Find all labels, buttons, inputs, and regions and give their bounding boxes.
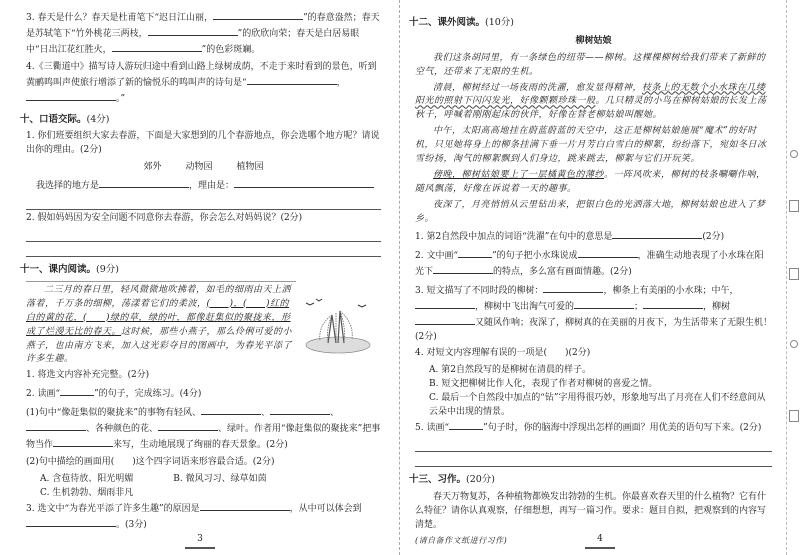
passage-text: 二三月的春日里，轻风微微地吹拂着，如毛的细雨由天上洒落着，千万条的细柳，荡漾着它们的柔波，( )，( )红的白的黄的花，( )绿的草，绿的叶，都像赶集似的聚拢来，形成了烂漫无比的春天。这时候，那些小燕子，那么伶俐可爱的小燕子，也由南方飞来，加入这光彩夺目的图画中，为春光平添了许多生趣。 [26, 284, 293, 365]
option-a[interactable]: A. 含苞待放、阳光明媚 [40, 474, 134, 484]
blank[interactable] [53, 437, 113, 447]
blank[interactable] [433, 264, 493, 274]
page-number: 3 [185, 533, 215, 549]
question-10-2: 2. 假如妈妈因为安全问题不同意你去春游，你会怎么对妈妈说？(2分) [26, 213, 303, 224]
answer-line[interactable] [26, 197, 381, 210]
question-12-5: 5. 读画“ ”句子时，你的脑海中浮现出怎样的画面？用优美的语句写下来。(2分) [415, 420, 772, 436]
blank[interactable] [247, 75, 337, 85]
blank[interactable] [234, 178, 374, 188]
answer-line[interactable] [26, 244, 381, 257]
options [26, 473, 381, 501]
section-12-heading: 十二、课外阅读。(10分) [409, 17, 515, 28]
blank[interactable] [200, 501, 290, 511]
page-number: 4 [585, 533, 615, 549]
question-12-2: 2. 文中画“ ”的句子把小水珠说成 ，准确生动地表现了小水珠在阳光下 的特点，多么富有画面情趣。(2分) [415, 248, 772, 280]
question-11-3: 3. 选文中“为春光平添了许多生趣”的原因是 ，从中可以体会到。(3分) [26, 501, 381, 533]
option-b[interactable]: B. 微风习习、绿草如茵 [173, 474, 267, 484]
question-12-1: 1. 第2自然段中加点的词语“洗濯”在句中的意思是 (2分) [415, 229, 772, 245]
place-option: 动物园 [185, 162, 213, 173]
question-11-2-2: (2)句中描绘的画面用( )这个四字词语来形容最合适。(2分) [26, 457, 275, 468]
blank[interactable] [415, 315, 475, 325]
section-13-heading: 十三、习作。(20分) [409, 474, 496, 486]
question-11-2-1: (1)句中“像赶集似的聚拢来”的事物有轻风、 、 、、各种颜色的花、 、绿叶。作者用“像赶集似的聚拢来”把事物当作 来写，生动地展现了绚丽的春天景象。(2分) [26, 405, 381, 453]
place-option: 植物园 [236, 162, 264, 173]
blank[interactable] [578, 248, 638, 258]
writing-note: (请自备作文纸进行习作) [415, 535, 508, 545]
place-options [26, 161, 381, 175]
question-10-1: 1. 你们班要组织大家去春游，下面是大家想到的几个春游地点，你会选哪个地方呢？请说出你的理由。(2分) [26, 131, 380, 156]
blank[interactable] [574, 299, 634, 309]
blank[interactable] [26, 517, 116, 527]
blank [449, 420, 483, 430]
section-11-heading: 十一、课内阅读。(9分) [20, 264, 119, 276]
question-11-2: 2. 读画“ ”的句子，完成练习。(4分) [26, 386, 381, 402]
paragraph-5: 夜深了，月亮悄悄从云里钻出来，把银白色的光洒落大地，柳树姑娘也进入了梦乡。 [415, 200, 766, 224]
option-c[interactable]: C. 生机勃勃、烟雨非凡 [40, 487, 134, 498]
blank[interactable] [26, 421, 86, 431]
option-a[interactable]: A. 第2自然段写的是柳树在清晨的样子。 [429, 365, 591, 376]
paragraph-3: 中午，太阳高高地挂在蔚蓝蔚蓝的天空中，这正是柳树姑娘施展“魔术”的好时机，只见她将身上的柳条挂满下垂一片月芳白白雪白的柳絮，纷纷落下，宛如冬日冰雪纷扬，淘气的柳絮飘到人们身边，跳来跳去，柳絮与它们开玩笑。 [415, 126, 767, 165]
willow-illustration [298, 295, 378, 355]
blank[interactable] [643, 299, 703, 309]
writing-prompt: 春天万物复苏，各种植物都焕发出勃勃的生机。你最喜欢春天里的什么植物？它有什么特征？请你认真观察，仔细想想，再写一篇习作。要求：题目自拟，把观察到的内容写清楚。 [415, 491, 767, 530]
blank[interactable] [543, 283, 603, 293]
blank[interactable] [99, 178, 189, 188]
blank[interactable] [26, 91, 116, 101]
blank[interactable] [201, 405, 261, 415]
paragraph-4: 傍晚，柳树姑娘要上了一层橘黄色的薄纱。一阵风吹来，柳树的枝条唰唰作响，随风飘荡，好像在诉说着一天的趣事。 [415, 170, 766, 195]
blank [458, 248, 492, 258]
question-11-1: 1. 将选文内容补充完整。(2分) [26, 370, 150, 381]
option-b[interactable]: B. 短文把柳树比作人化，表现了作者对柳树的喜爱之情。 [429, 379, 658, 390]
answer-line[interactable] [415, 454, 772, 467]
section-10-heading: 十、口语交际。(4分) [20, 113, 110, 125]
options [415, 364, 772, 420]
option-c[interactable]: C. 最后一个自然段中加点的“钻”字用得很巧妙，形象地写出了月亮在人们不经意间从云朵中出现的情景。 [429, 393, 766, 418]
blank [60, 386, 94, 396]
reading-passage [26, 281, 296, 368]
answer-line[interactable] [415, 439, 772, 452]
blank[interactable] [270, 405, 330, 415]
blank[interactable] [612, 229, 702, 239]
blank[interactable] [415, 299, 475, 309]
answer-line[interactable] [26, 229, 381, 242]
question-3: 3. 春天是什么？春天是杜甫笔下“迟日江山丽， ”的春意盎然；春天是苏轼笔下“竹外桃花三两枝， ”的欣欣向荣；春天是白居易眼中“日出江花红胜火， ”的色彩斑斓。 [26, 10, 381, 58]
choice-line: 我选择的地方是 ，理由是： [26, 178, 381, 194]
paragraph-1: 我们这条胡同里，有一条绿色的纽带——柳树。这棵棵柳树给我们带来了新鲜的空气，还带来了无限的生机。 [415, 52, 766, 77]
question-12-3: 3. 短文描写了不同时段的柳树： ，柳条上有美丽的小水珠；中午，，柳树中飞出淘气可爱的 ； ，柳树又随风作响；夜深了，柳树真的在美丽的月夜下，为生活带来了无限生机！(2分) [415, 283, 772, 345]
page-divider [399, 0, 400, 555]
passage-title: 柳树姑娘 [575, 35, 612, 46]
page-3 [0, 0, 395, 555]
blank[interactable] [158, 421, 218, 431]
question-4: 4.《三衢道中》描写诗人游玩归途中看到山路上绿树成荫，不走于来时看到的景色，听到黄鹂鸣叫声使旅行增添了新的愉悦乐的鸣叫声的诗句是“ ，。” [26, 61, 377, 104]
place-option: 郊外 [143, 162, 162, 173]
page-4 [405, 0, 800, 555]
blank[interactable] [148, 26, 238, 36]
blank[interactable] [112, 42, 202, 52]
paragraph-2: 清晨，柳树经过一场夜雨的洗濯，愈发显得精神，枝条上的无数个小水珠在几缕阳光的照射下闪闪发光，好像颗颗珍珠一般。几只精灵的小鸟在柳树姑娘的长发上荡秋千，呼喊着刚刚起床的伙伴，好像在替老柳姑娘叫醒她。 [415, 82, 767, 121]
blank[interactable] [213, 10, 303, 20]
question-12-4: 4. 对短文内容理解有误的一项是( )(2分) [415, 348, 591, 359]
